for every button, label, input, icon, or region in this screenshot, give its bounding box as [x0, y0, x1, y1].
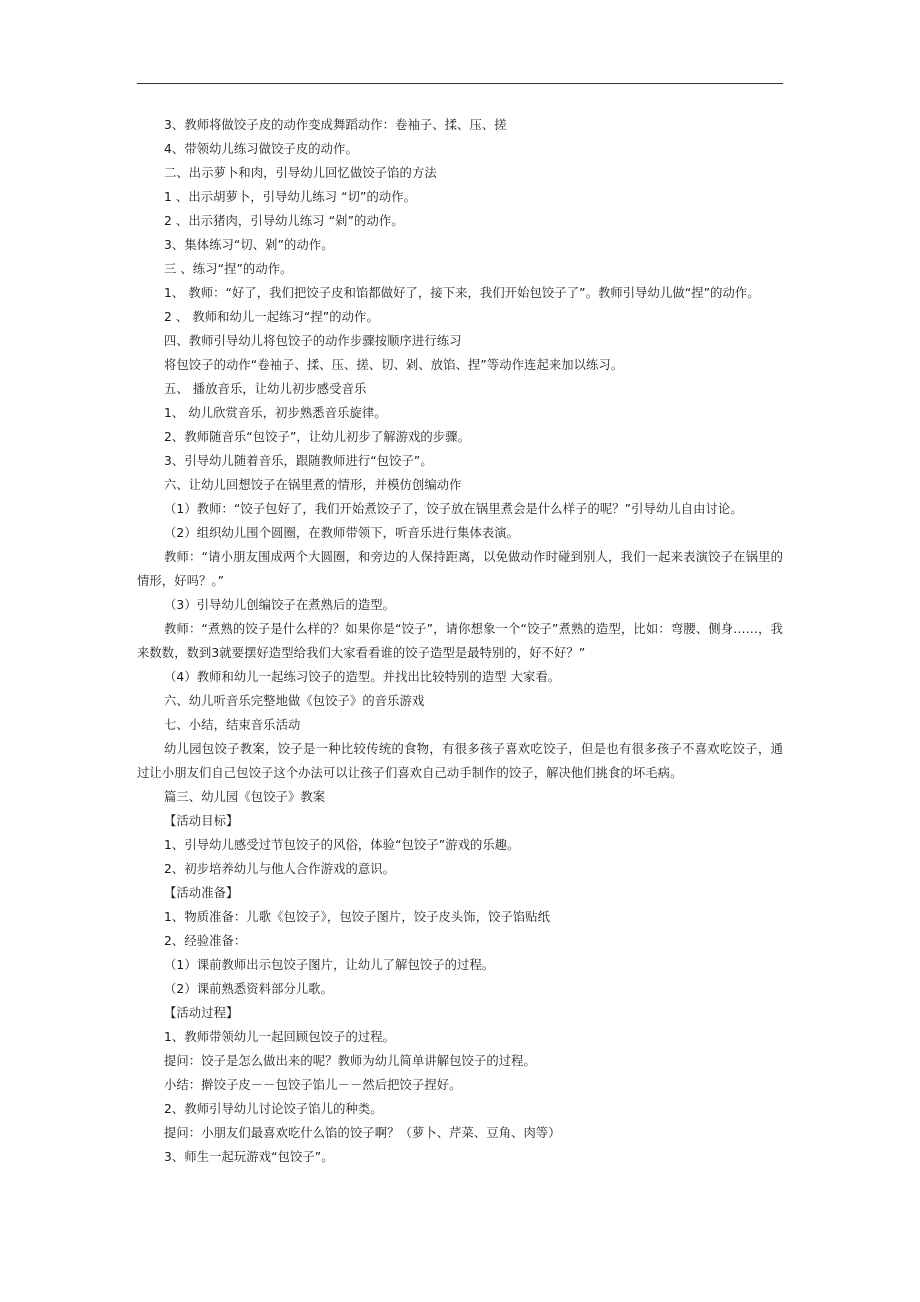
section-heading: 六、让幼儿回想饺子在锅里煮的情形，并模仿创编动作 [164, 478, 462, 492]
paragraph: 教师：“请小朋友围成两个大圆圈，和旁边的人保持距离，以免做动作时碰到别人，我们一起来表演饺子在锅里的情形，好吗？。” [137, 550, 783, 588]
text-line: 2、经验准备： [164, 934, 247, 948]
text-line: 1、 幼儿欣赏音乐，初步熟悉音乐旋律。 [164, 406, 387, 420]
paragraph: 幼儿园包饺子教案，饺子是一种比较传统的食物，有很多孩子喜欢吃饺子，但是也有很多孩子不喜欢吃饺子，通过让小朋友们自己包饺子这个办法可以让孩子们喜欢自己动手制作的饺子，解决他们挑食的坏毛病。 [137, 742, 783, 780]
section-heading: 五、 播放音乐，让幼儿初步感受音乐 [164, 382, 367, 396]
section-heading: 篇三、幼儿园《包饺子》教案 [164, 790, 326, 804]
text-line: 将包饺子的动作“卷袖子、揉、压、搓、切、剁、放馅、捏”等动作连起来加以练习。 [164, 358, 624, 372]
paragraph: 教师：“煮熟的饺子是什么样的？如果你是“饺子”，请你想象一个“饺子”煮熟的造型，比如：弯腰、侧身……，我来数数，数到3就要摆好造型给我们大家看看谁的饺子造型是最特别的，好不好？” [137, 622, 783, 660]
text-line: 1、引导幼儿感受过节包饺子的风俗，体验“包饺子”游戏的乐趣。 [164, 838, 520, 852]
text-line: （1）课前教师出示包饺子图片，让幼儿了解包饺子的过程。 [164, 958, 495, 972]
text-line: （2）课前熟悉资料部分儿歌。 [164, 982, 334, 996]
text-line: （3）引导幼儿创编饺子在煮熟后的造型。 [164, 598, 396, 612]
section-heading: 【活动目标】 [164, 814, 239, 828]
text-line: 2、教师随音乐“包饺子”，让幼儿初步了解游戏的步骤。 [164, 430, 470, 444]
text-line: 2、初步培养幼儿与他人合作游戏的意识。 [164, 862, 396, 876]
text-line: 2、教师引导幼儿讨论饺子馅儿的种类。 [164, 1102, 383, 1116]
section-heading: 【活动准备】 [164, 886, 239, 900]
text-line: 3、师生一起玩游戏“包饺子”。 [164, 1150, 334, 1164]
text-line: （4）教师和幼儿一起练习饺子的造型。并找出比较特别的造型 大家看。 [164, 670, 561, 684]
section-heading: 三 、练习“捏”的动作。 [164, 262, 293, 276]
section-heading: 六、幼儿听音乐完整地做《包饺子》的音乐游戏 [164, 694, 425, 708]
text-line: 小结：擀饺子皮－－包饺子馅儿－－然后把饺子捏好。 [164, 1078, 462, 1092]
text-line: 1、物质准备：儿歌《包饺子》，包饺子图片，饺子皮头饰，饺子馅贴纸 [164, 910, 551, 924]
text-line: （2）组织幼儿围个圆圈，在教师带领下，听音乐进行集体表演。 [164, 526, 520, 540]
section-heading: 二、出示萝卜和肉，引导幼儿回忆做饺子馅的方法 [164, 166, 437, 180]
text-line: 3、教师将做饺子皮的动作变成舞蹈动作：卷袖子、揉、压、搓 [164, 118, 507, 132]
text-line: 1、教师带领幼儿一起回顾包饺子的过程。 [164, 1030, 396, 1044]
section-heading: 四、教师引导幼儿将包饺子的动作步骤按顺序进行练习 [164, 334, 462, 348]
text-line: 2 、出示猪肉，引导幼儿练习 “剁”的动作。 [164, 214, 404, 228]
text-line: 2 、 教师和幼儿一起练习“捏”的动作。 [164, 310, 379, 324]
text-line: 3、引导幼儿随着音乐，跟随教师进行“包饺子”。 [164, 454, 433, 468]
document-body [137, 113, 783, 1169]
text-line: 提问：小朋友们最喜欢吃什么馅的饺子啊？（萝卜、芹菜、豆角、肉等） [164, 1126, 561, 1140]
text-line: 1 、出示胡萝卜，引导幼儿练习 “切”的动作。 [164, 190, 417, 204]
section-heading: 【活动过程】 [164, 1006, 239, 1020]
text-line: 4、带领幼儿练习做饺子皮的动作。 [164, 142, 358, 156]
text-line: 1、 教师：“好了，我们把饺子皮和馅都做好了，接下来，我们开始包饺子了”。教师引导幼儿做“捏”的动作。 [164, 286, 760, 300]
header-rule [137, 83, 783, 84]
section-heading: 七、小结，结束音乐活动 [164, 718, 301, 732]
text-line: 3、集体练习“切、剁”的动作。 [164, 238, 334, 252]
text-line: （1）教师：“饺子包好了，我们开始煮饺子了，饺子放在锅里煮会是什么样子的呢？”引导幼儿自由讨论。 [164, 502, 743, 516]
text-line: 提问：饺子是怎么做出来的呢？教师为幼儿简单讲解包饺子的过程。 [164, 1054, 536, 1068]
